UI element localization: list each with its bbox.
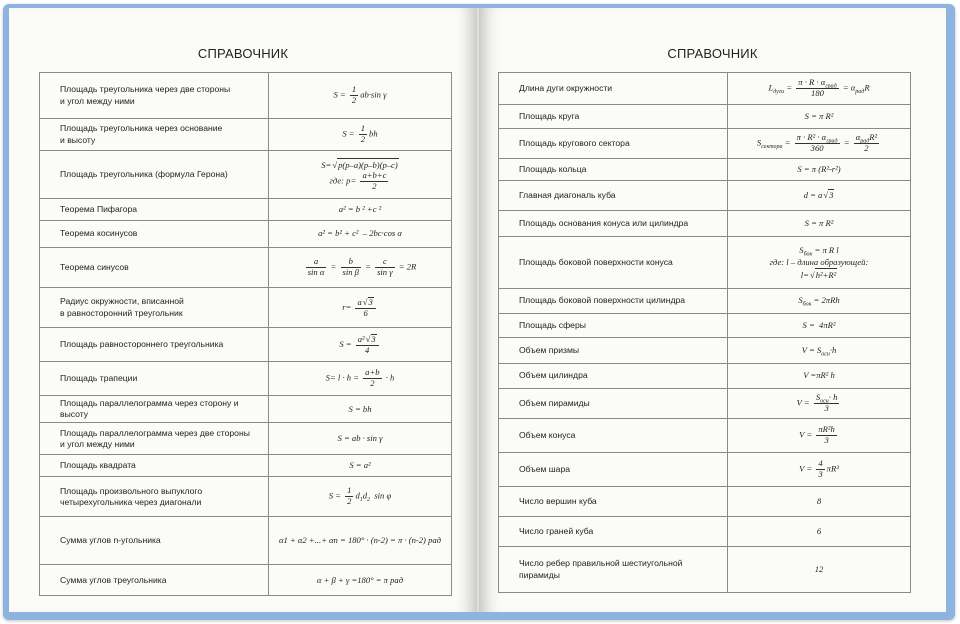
row-label: Площадь кругового сектора	[499, 129, 728, 159]
row-label: Площадь треугольника (формула Герона)	[40, 151, 269, 199]
table-row	[499, 211, 911, 237]
formula-parallelogram-side-height: S = bh	[269, 396, 452, 423]
row-label: Радиус окружности, вписанной в равносторонний треугольник	[40, 288, 269, 328]
table-row	[499, 159, 911, 181]
table-row	[40, 362, 452, 396]
formula-sector-area: $S_{сектора}$ = $\frac{\pi \cdot R^2 \cdot \alpha_{град}}{360}$ = $\frac{\alpha_{рад}R^2}{2}$	[728, 129, 911, 159]
left-formula-table	[39, 72, 452, 596]
row-label: Длина дуги окружности	[499, 73, 728, 105]
table-row	[499, 364, 911, 389]
formula-parallelogram-two-sides: S = ab · sin γ	[269, 423, 452, 455]
formula-triangle-angle-sum: α + β + γ =180° = π рад	[269, 565, 452, 596]
left-page-title: СПРАВОЧНИК	[197, 46, 289, 61]
table-row	[499, 129, 911, 159]
cube-faces-value: 6	[728, 517, 911, 547]
table-row	[499, 389, 911, 419]
formula-cube-diagonal: d = a√ 3	[728, 181, 911, 211]
row-label: Объем пирамиды	[499, 389, 728, 419]
table-row	[40, 199, 452, 221]
right-page	[479, 8, 946, 612]
table-row	[40, 248, 452, 288]
table-row	[40, 221, 452, 248]
right-page-title: СПРАВОЧНИК	[667, 46, 758, 61]
row-label: Теорема синусов	[40, 248, 269, 288]
row-label: Площадь круга	[499, 105, 728, 129]
row-label: Площадь основания конуса или цилиндра	[499, 211, 728, 237]
table-row	[499, 517, 911, 547]
row-label: Площадь боковой поверхности конуса	[499, 237, 728, 289]
table-row	[499, 314, 911, 338]
formula-cone-volume: V = $\frac{\text{πR²h}}{3}$	[728, 419, 911, 453]
row-label: Площадь треугольника через основание и высоту	[40, 119, 269, 151]
formula-triangle-base-height: S = $\frac{1}{2}$ bh	[269, 119, 452, 151]
formula-pyramid-volume: V = $\frac{S_{осн}\cdot h}{3}$	[728, 389, 911, 419]
table-row	[40, 423, 452, 455]
table-row	[499, 419, 911, 453]
row-label: Сумма углов треугольника	[40, 565, 269, 596]
formula-cylinder-volume: V =πR² h	[728, 364, 911, 389]
table-row	[40, 73, 452, 119]
formula-square: S = a²	[269, 455, 452, 477]
row-label: Число ребер правильной шестиугольной пирамиды	[499, 547, 728, 593]
formula-triangle-two-sides: S = $\frac{1}{2}$ ab·sin γ	[269, 73, 452, 119]
row-label: Площадь кольца	[499, 159, 728, 181]
formula-quadrilateral: S = $\frac{1}{2}$ $d_1d_2$ sin φ	[269, 477, 452, 517]
formula-sphere-area: S = 4πR²	[728, 314, 911, 338]
row-label: Площадь произвольного выпуклого четырехугольника через диагонали	[40, 477, 269, 517]
formula-ball-volume: V = $\frac{4}{3}$ πR³	[728, 453, 911, 487]
row-label: Площадь боковой поверхности цилиндра	[499, 289, 728, 314]
formula-inscribed-radius: r= $\frac{a√ 3}{6}$	[269, 288, 452, 328]
table-row	[40, 119, 452, 151]
table-row	[499, 289, 911, 314]
row-label: Сумма углов n-угольника	[40, 517, 269, 565]
formula-cone-lateral: $S_{бок} = \pi$ R l где: l – длина образующей: l=√ h²+R²	[728, 237, 911, 289]
cube-vertices-value: 8	[728, 487, 911, 517]
row-label: Объем цилиндра	[499, 364, 728, 389]
table-row	[40, 328, 452, 362]
row-label: Площадь параллелограмма через сторону и высоту	[40, 396, 269, 423]
table-row	[499, 105, 911, 129]
table-row	[40, 455, 452, 477]
formula-prism-volume: $V = S_{осн}\cdot h$	[728, 338, 911, 364]
table-row	[40, 477, 452, 517]
row-label: Теорема Пифагора	[40, 199, 269, 221]
right-formula-table	[498, 72, 911, 593]
row-label: Объем конуса	[499, 419, 728, 453]
table-row	[40, 151, 452, 199]
formula-circle-area: S = π R²	[728, 105, 911, 129]
table-row	[499, 547, 911, 593]
heron-where-label: где: p=	[329, 174, 357, 185]
row-label: Площадь квадрата	[40, 455, 269, 477]
row-label: Площадь сферы	[499, 314, 728, 338]
row-label: Объем шара	[499, 453, 728, 487]
table-row	[40, 396, 452, 423]
left-page	[9, 8, 477, 612]
row-label: Теорема косинусов	[40, 221, 269, 248]
row-label: Площадь трапеции	[40, 362, 269, 396]
formula-base-area: S = π R²	[728, 211, 911, 237]
row-label: Число вершин куба	[499, 487, 728, 517]
formula-trapezoid: S= l · h = $\frac{a+b}{2}$ · h	[269, 362, 452, 396]
table-row	[499, 338, 911, 364]
formula-sines: $\frac{a}{\text{sin α}}$ = $\frac{b}{\text{sin β}}$ = $\frac{c}{\text{sin γ}}$ = 2R	[269, 248, 452, 288]
pyramid-edges-value: 12	[728, 547, 911, 593]
cone-where-label: где: l – длина образующей:	[769, 256, 869, 267]
row-label: Главная диагональ куба	[499, 181, 728, 211]
table-row	[40, 288, 452, 328]
table-row	[499, 73, 911, 105]
formula-cylinder-lateral: $S_{бок} = 2\pi Rh$	[728, 289, 911, 314]
row-label: Площадь треугольника через две стороны и угол между ними	[40, 73, 269, 119]
formula-polygon-angle-sum: α1 + α2 +...+ αn = 180° · (n-2) = π · (n-2) рад	[269, 517, 452, 565]
row-label: Площадь равностороннего треугольника	[40, 328, 269, 362]
formula-equilateral-area: S = $\frac{\text{a²√ 3}}{4}$	[269, 328, 452, 362]
table-row	[499, 237, 911, 289]
formula-cosines: a² = b² + c² – 2bc·cos α	[269, 221, 452, 248]
row-label: Число граней куба	[499, 517, 728, 547]
row-label: Площадь параллелограмма через две стороны и угол между ними	[40, 423, 269, 455]
table-row	[40, 517, 452, 565]
row-label: Объем призмы	[499, 338, 728, 364]
formula-annulus-area: S = π (R²-r²)	[728, 159, 911, 181]
formula-heron: S=√ p(p–a)(p–b)(p–c) где: p= $\frac{a+b+c}{2}$	[269, 151, 452, 199]
table-row	[499, 181, 911, 211]
formula-arc-length: $L_{дуги}$ = $\frac{\pi \cdot R \cdot \alpha_{град}}{180}$ = $\alpha_{рад}R$	[728, 73, 911, 105]
formula-pythagoras: a² = b ² +c ²	[269, 199, 452, 221]
table-row	[40, 565, 452, 596]
table-row	[499, 453, 911, 487]
table-row	[499, 487, 911, 517]
